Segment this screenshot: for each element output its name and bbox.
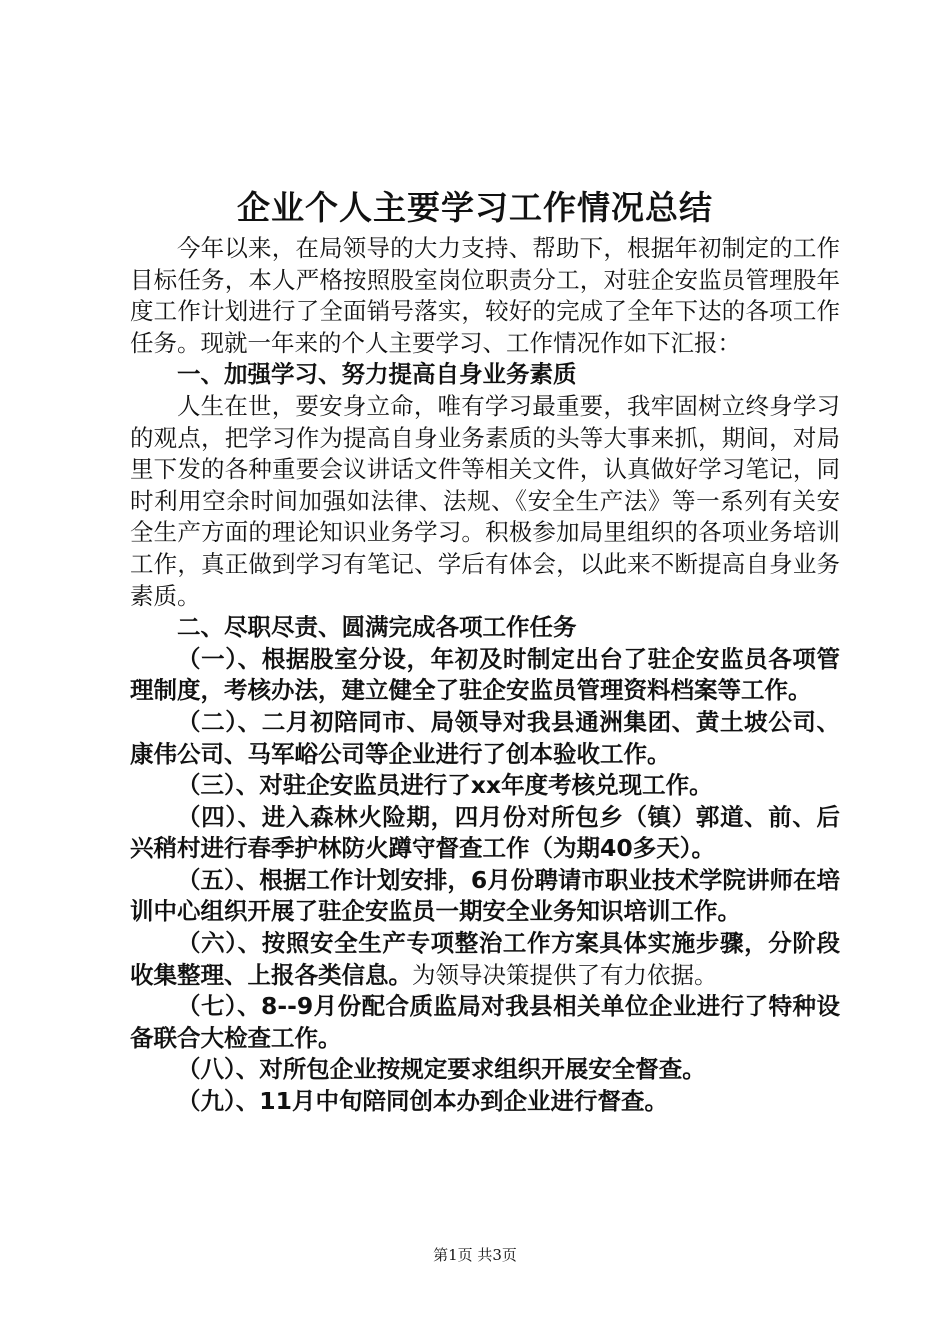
section-heading-1: 一、加强学习、努力提高自身业务素质 — [177, 360, 577, 389]
document-body — [130, 233, 840, 1118]
task-item-8: （八）、对所包企业按规定要求组织开展安全督查。 — [177, 1055, 706, 1084]
task-item-9: （九）、11月中旬陪同创本办到企业进行督查。 — [177, 1087, 668, 1116]
task-item-4: （四）、进入森林火险期，四月份对所包乡（镇）郭道、前、后兴稍村进行春季护林防火蹲守督查工作（为期40多天）。 — [130, 802, 840, 863]
study-paragraph: 人生在世，要安身立命，唯有学习最重要，我牢固树立终身学习的观点，把学习作为提高自身业务素质的头等大事来抓，期间，对局里下发的各种重要会议讲话文件等相关文件，认真做好学习笔记，同时利用空余时间加强如法律、法规、《安全生产法》等一系列有关安全生产方面的理论知识业务学习。积极参加局里组织的各项业务培训工作，真正做到学习有笔记、学后有体会，以此来不断提高自身业务素质。 — [130, 391, 840, 610]
task-item-1: （一）、根据股室分设，年初及时制定出台了驻企安监员各项管理制度，考核办法，建立健全了驻企安监员管理资料档案等工作。 — [130, 644, 840, 705]
task-item-5: （五）、根据工作计划安排，6月份聘请市职业技术学院讲师在培训中心组织开展了驻企安监员一期安全业务知识培训工作。 — [130, 865, 840, 926]
task-item-6 — [130, 928, 840, 991]
task-item-2: （二）、二月初陪同市、局领导对我县通洲集团、黄土坡公司、康伟公司、马军峪公司等企业进行了创本验收工作。 — [130, 707, 840, 768]
task-item-3: （三）、对驻企安监员进行了xx年度考核兑现工作。 — [177, 771, 713, 800]
task-item-7: （七）、8--9月份配合质监局对我县相关单位企业进行了特种设备联合大检查工作。 — [130, 992, 840, 1052]
intro-paragraph: 今年以来，在局领导的大力支持、帮助下，根据年初制定的工作目标任务，本人严格按照股室岗位职责分工，对驻企安监员管理股年度工作计划进行了全面销号落实，较好的完成了全年下达的各项工作任务。现就一年来的个人主要学习、工作情况作如下汇报： — [130, 234, 840, 357]
document-title: 企业个人主要学习工作情况总结 — [237, 188, 713, 227]
task-item-6-tail: 为领导决策提供了有力依据。 — [412, 960, 718, 989]
section-heading-2: 二、尽职尽责、圆满完成各项工作任务 — [177, 613, 577, 642]
page-number-footer: 第1页 共3页 — [433, 1246, 517, 1264]
task-item-6-main: （六）、按照安全生产专项整治工作方案具体实施步骤，分阶段收集整理、上报各类信息。 — [130, 929, 840, 989]
